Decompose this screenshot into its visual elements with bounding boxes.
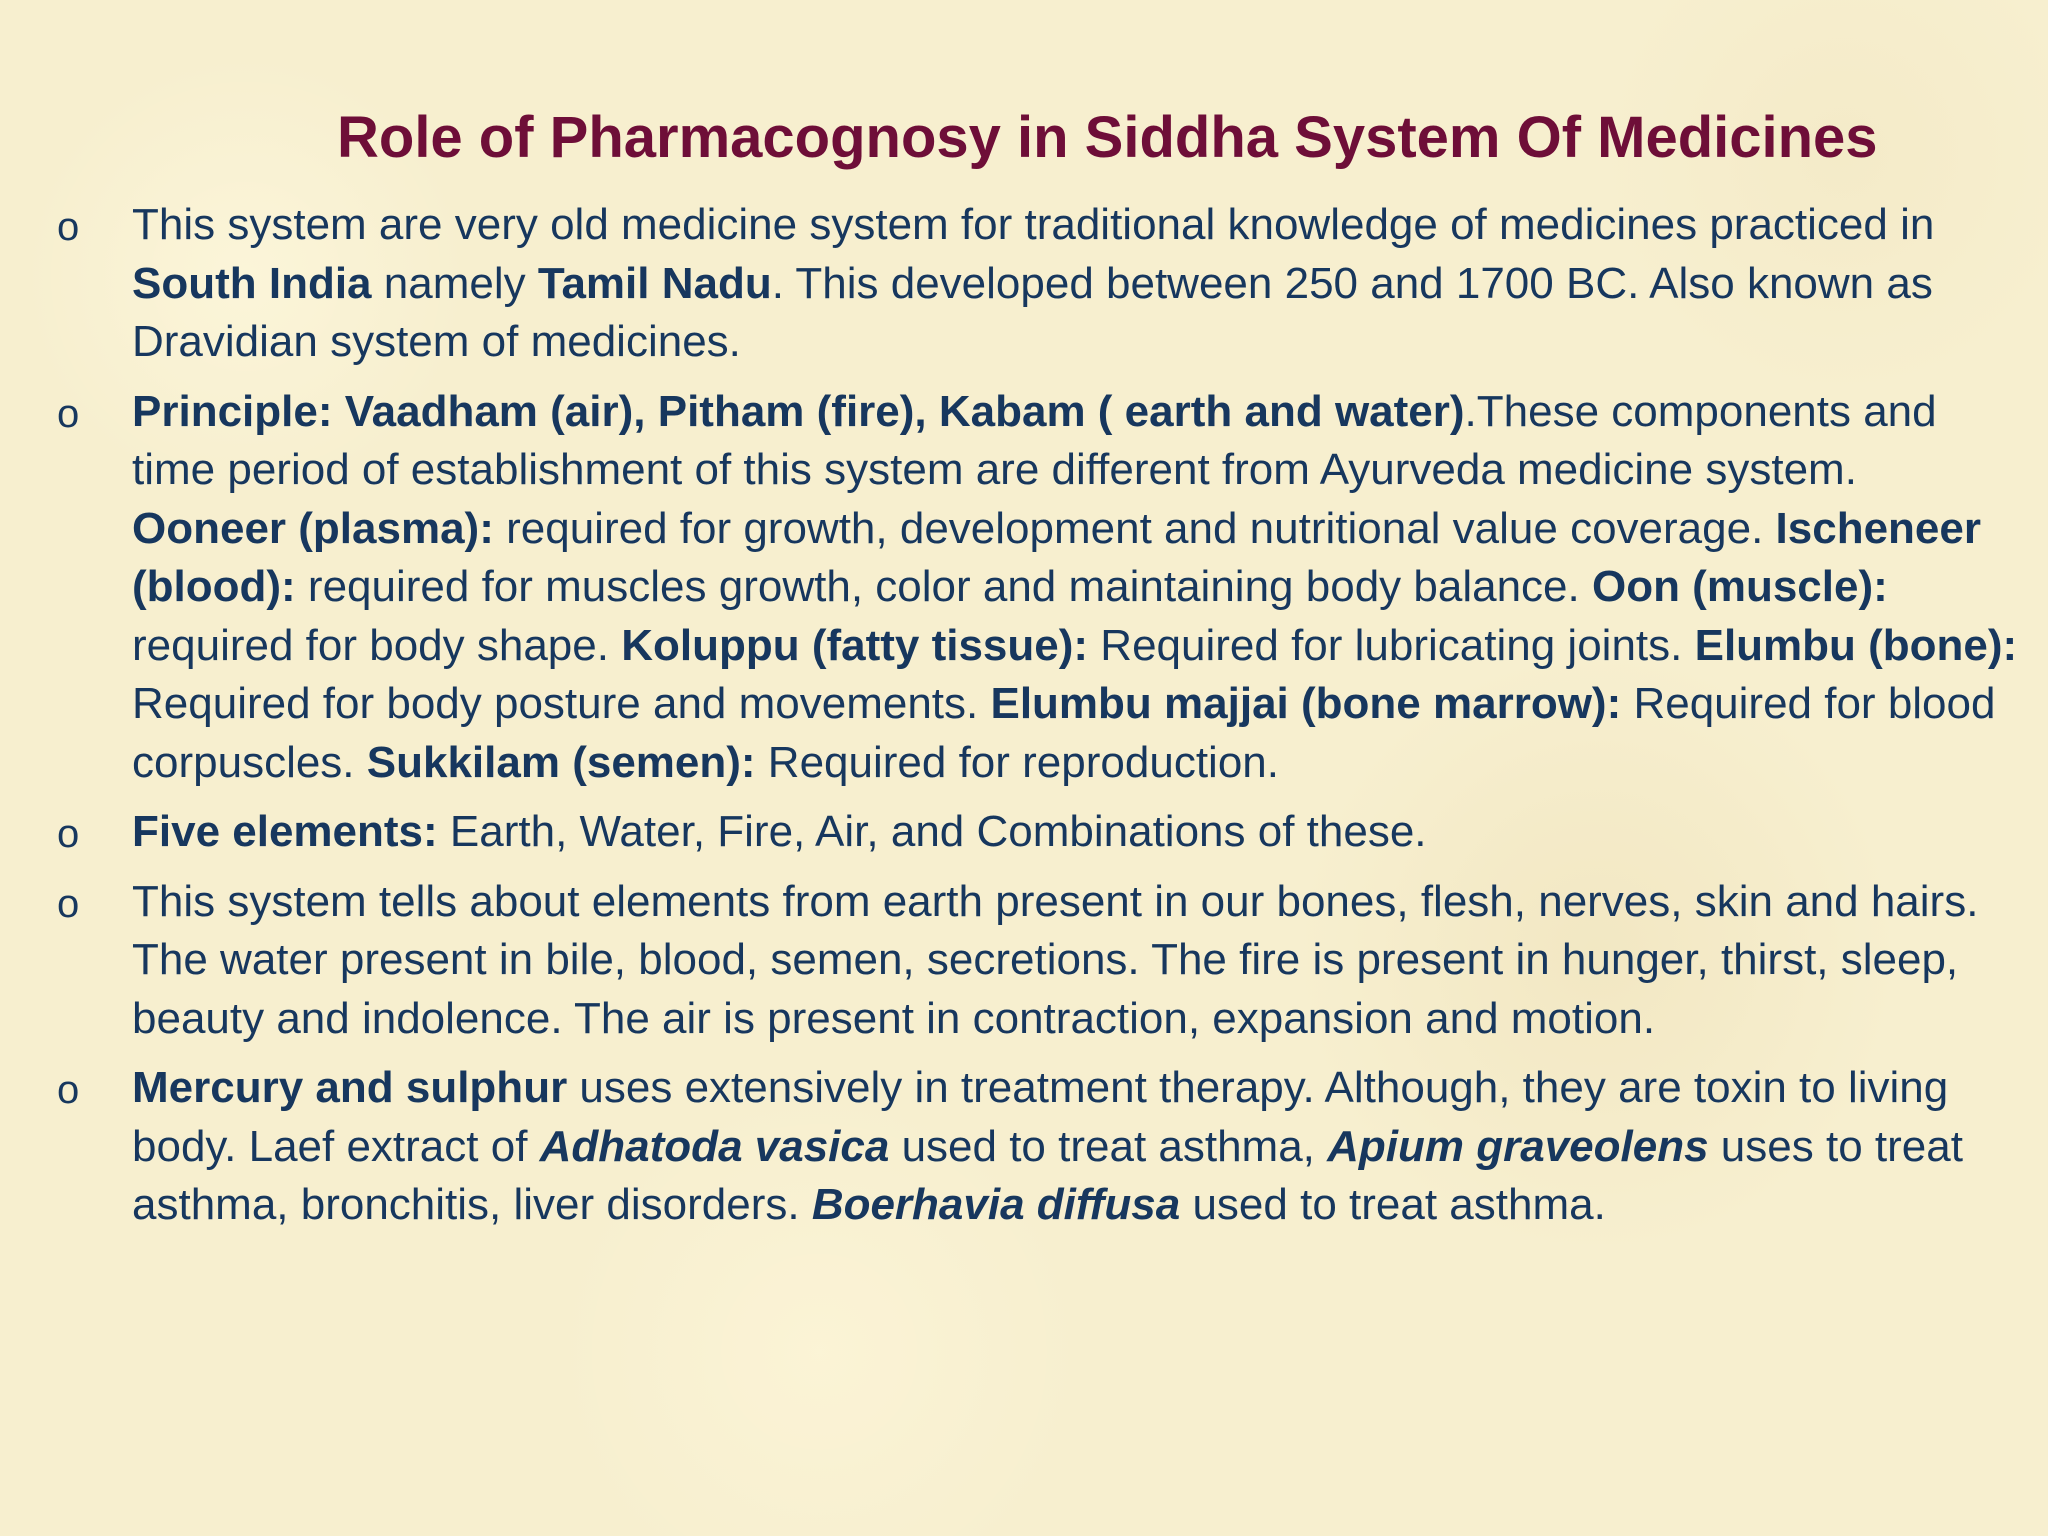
bullet-item-history bbox=[0, 196, 2048, 372]
bullet-text-segment: required for muscles growth, color and maintaining body balance. bbox=[295, 562, 1592, 611]
bullet-marker: o bbox=[57, 812, 80, 856]
bullet-item-five-elements bbox=[0, 803, 2048, 862]
bullet-text-segment: Required for reproduction. bbox=[755, 737, 1279, 787]
slide-title: Role of Pharmacognosy in Siddha System Of Medicines bbox=[337, 105, 1878, 170]
bullet-text-segment-bold: Ooneer (plasma): bbox=[132, 503, 494, 553]
bullet-item-principle bbox=[0, 383, 2048, 793]
bullet-text-segment: uses extensively in treatment therapy. Although, they are toxin to living body. Laef extract of bbox=[132, 1063, 1949, 1171]
bullet-text-segment-bold: Oon (muscle): bbox=[1591, 562, 1888, 611]
bullet-list bbox=[0, 196, 2048, 1246]
bullet-text-segment: Earth, Water, Fire, Air, and Combinations of these. bbox=[437, 807, 1427, 856]
bullet-marker: o bbox=[57, 881, 80, 926]
bullet-text-segment-bold: Mercury and sulphur bbox=[132, 1063, 568, 1112]
bullet-text-segment: uses to treat asthma, bronchitis, liver disorders. bbox=[132, 1121, 1963, 1229]
bullet-text-segment-bold: Principle: Vaadham (air), Pitham (fire), Kabam ( earth and water) bbox=[132, 386, 1465, 436]
bullet-text-segment-bold: South India bbox=[132, 258, 372, 308]
bullet-text-segment: Required for blood corpuscles. bbox=[132, 679, 1996, 787]
bullet-marker: o bbox=[57, 391, 80, 436]
bullet-text-segment-bold: Five elements: bbox=[132, 807, 438, 856]
bullet-text-segment: used to treat asthma, bbox=[889, 1121, 1328, 1171]
bullet-text-segment-bold: Elumbu (bone): bbox=[1694, 620, 2018, 670]
bullet-text-segment: used to treat asthma. bbox=[1180, 1180, 1606, 1229]
bullet-item-elements-in-body bbox=[0, 873, 2048, 1049]
bullet-text-segment-bold: Tamil Nadu bbox=[537, 258, 772, 308]
bullet-text-segment: This system are very old medicine system for traditional knowledge of medicines practiced in bbox=[132, 200, 1935, 249]
bullet-text-segment: This system tells about elements from earth present in our bones, flesh, nerves, skin and hairs. The water present in bile, blood, semen, secretions. The fire is present in hunger, thirst, sleep, beauty and indolence. The air is present in contraction, expansion and motion. bbox=[132, 876, 1979, 1043]
bullet-text-segment: Required for body posture and movements. bbox=[132, 679, 991, 728]
bullet-marker: o bbox=[57, 205, 80, 249]
bullet-text-segment: .These components and time period of establishment of this system are different from Ayurveda medicine system. bbox=[132, 386, 1937, 494]
bullet-text-segment: namely bbox=[371, 258, 538, 308]
bullet-text-segment-species: Apium graveolens bbox=[1327, 1121, 1709, 1171]
bullet-text-segment-bold: Koluppu (fatty tissue): bbox=[621, 620, 1089, 670]
bullet-item-treatment bbox=[0, 1059, 2048, 1235]
bullet-marker: o bbox=[57, 1068, 80, 1112]
bullet-text-segment-bold: Ischeneer (blood): bbox=[132, 503, 1981, 611]
bullet-text-segment-bold: Elumbu majjai (bone marrow): bbox=[990, 679, 1622, 728]
bullet-text-segment: required for body shape. bbox=[132, 620, 622, 670]
bullet-text-segment: Required for lubricating joints. bbox=[1088, 620, 1695, 670]
bullet-text-segment: required for growth, development and nutritional value coverage. bbox=[493, 503, 1776, 553]
bullet-text-segment-species: Adhatoda vasica bbox=[539, 1121, 890, 1171]
bullet-text-segment-bold: Sukkilam (semen): bbox=[366, 737, 756, 787]
bullet-text-segment-species: Boerhavia diffusa bbox=[811, 1180, 1181, 1229]
bullet-text-segment: . This developed between 250 and 1700 BC. Also known as Dravidian system of medicines. bbox=[132, 258, 1933, 366]
